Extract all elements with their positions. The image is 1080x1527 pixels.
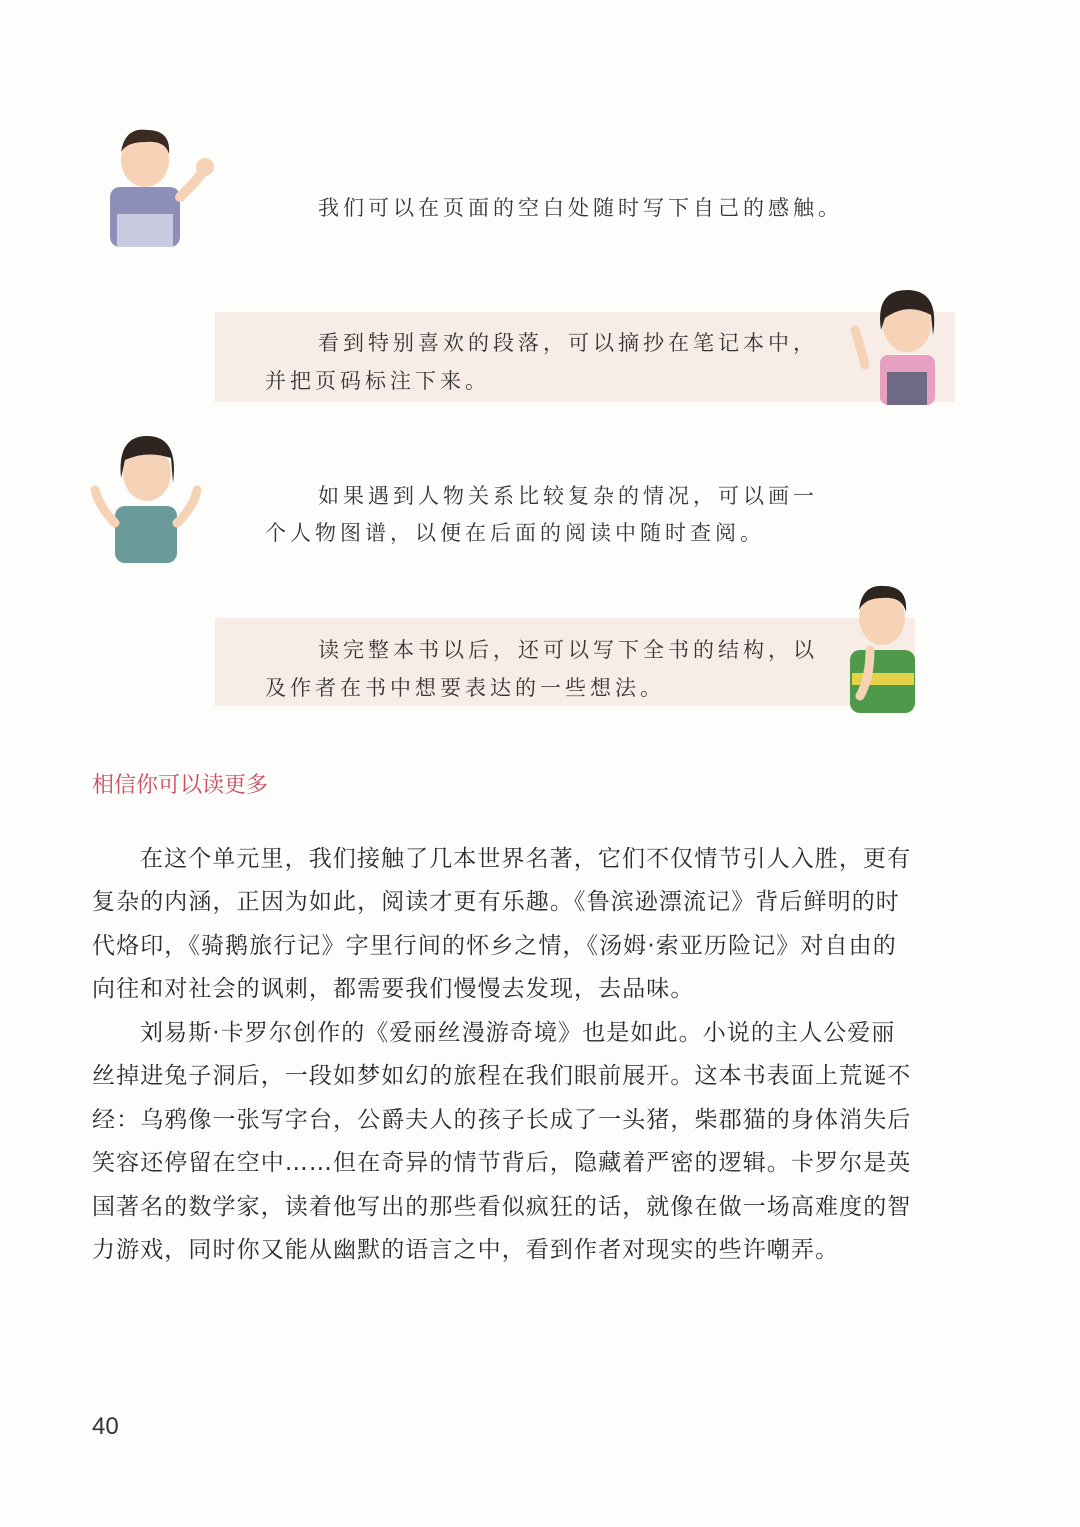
paragraph-line: 代烙印，《骑鹅旅行记》字里行间的怀乡之情，《汤姆·索亚历险记》对自由的: [92, 933, 897, 959]
tip-4-line-2: 及作者在书中想要表达的一些想法。: [265, 676, 665, 700]
tip-3-line-2: 个人物图谱，以便在后面的阅读中随时查阅。: [265, 521, 765, 545]
paragraph-line: 在这个单元里，我们接触了几本世界名著，它们不仅情节引人入胜，更有: [140, 846, 912, 872]
tip-3-line-1: 如果遇到人物关系比较复杂的情况，可以画一: [318, 484, 818, 508]
paragraph-line: 丝掉进兔子洞后，一段如梦如幻的旅程在我们眼前展开。这本书表面上荒诞不: [92, 1063, 912, 1089]
paragraph-line: 国著名的数学家，读着他写出的那些看似疯狂的话，就像在做一场高难度的智: [92, 1194, 912, 1220]
tip-2-line-1: 看到特别喜欢的段落，可以摘抄在笔记本中，: [318, 331, 818, 355]
tip-2-line-2: 并把页码标注下来。: [265, 369, 490, 393]
paragraph-line: 刘易斯·卡罗尔创作的《爱丽丝漫游奇境》也是如此。小说的主人公爱丽: [140, 1020, 896, 1046]
tip-4-line-1: 读完整本书以后，还可以写下全书的结构，以: [318, 638, 818, 662]
section-heading: 相信你可以读更多: [92, 773, 269, 798]
girl-pointing-illustration: [845, 280, 960, 405]
page-number: 40: [92, 1413, 119, 1440]
paragraph-line: 向往和对社会的讽刺，都需要我们慢慢去发现，去品味。: [92, 976, 695, 1002]
paragraph-line: 经：乌鸦像一张写字台，公爵夫人的孩子长成了一头猪，柴郡猫的身体消失后: [92, 1107, 912, 1133]
girl-shrugging-illustration: [85, 428, 210, 563]
boy-thinking-illustration: [840, 578, 925, 713]
paragraph-line: 笑容还停留在空中……但在奇异的情节背后，隐藏着严密的逻辑。卡罗尔是英: [92, 1150, 912, 1176]
paragraph-line: 复杂的内涵，正因为如此，阅读才更有乐趣。《鲁滨逊漂流记》背后鲜明的时: [92, 889, 900, 915]
tip-1-line-1: 我们可以在页面的空白处随时写下自己的感触。: [318, 196, 843, 220]
paragraph-line: 力游戏，同时你又能从幽默的语言之中，看到作者对现实的些许嘲弄。: [92, 1237, 840, 1263]
boy-waving-illustration: [95, 122, 225, 247]
